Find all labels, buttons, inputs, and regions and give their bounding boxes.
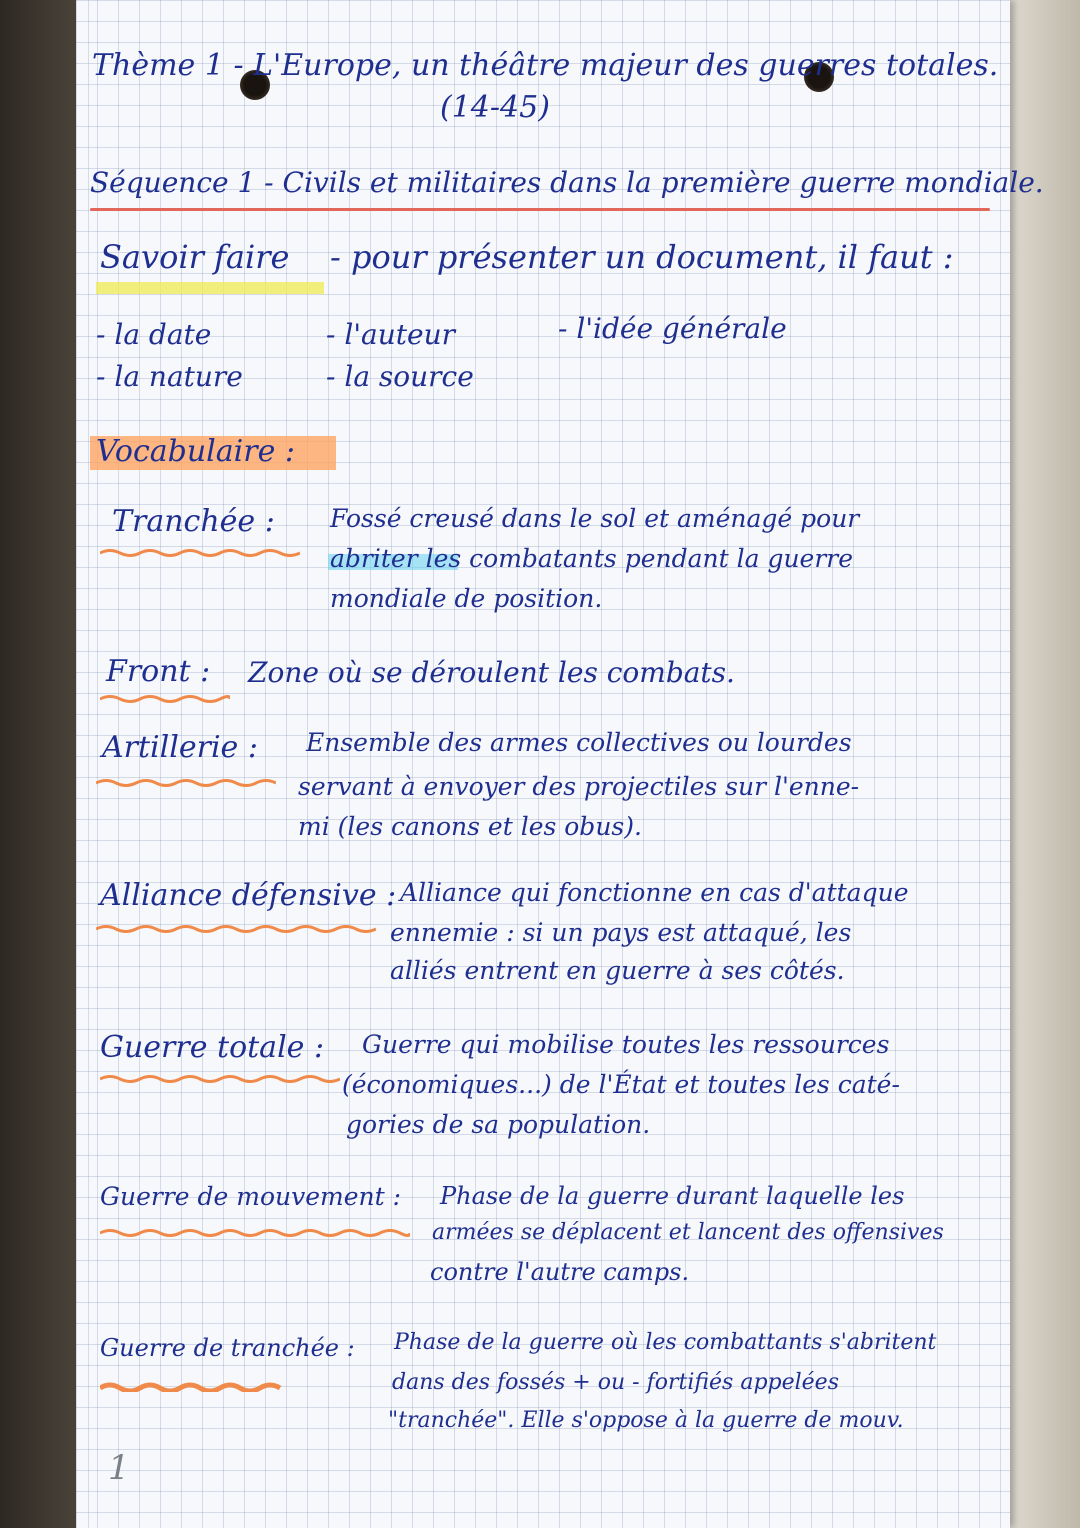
vocab-definition: mi (les canons et les obus). (298, 812, 642, 841)
squiggle-underline (100, 1074, 340, 1084)
vocab-definition: Alliance qui fonctionne en cas d'attaque (400, 878, 909, 907)
margin-line (88, 0, 89, 1528)
vocab-definition: Guerre qui mobilise toutes les ressources (362, 1030, 890, 1059)
vocab-definition: (économiques...) de l'État et toutes les caté- (342, 1070, 900, 1099)
vocab-term: Guerre totale : (100, 1030, 325, 1065)
theme-dates: (14-45) (440, 90, 550, 125)
checklist-item: - la nature (96, 360, 243, 393)
vocab-definition: Phase de la guerre où les combattants s'abritent (394, 1330, 937, 1355)
squiggle-underline (100, 694, 230, 704)
vocab-definition: mondiale de position. (330, 584, 603, 613)
vocab-definition: abriter les combatants pendant la guerre (330, 544, 854, 573)
squiggle-underline (96, 778, 276, 788)
checklist-item: - l'idée générale (558, 312, 787, 345)
vocab-definition: ennemie : si un pays est attaqué, les (390, 918, 852, 947)
vocab-term: Tranchée : (112, 504, 275, 539)
vocab-definition: contre l'autre camps. (430, 1258, 690, 1286)
vocab-definition: Ensemble des armes collectives ou lourdes (306, 728, 852, 757)
highlight-yellow (96, 282, 324, 294)
vocab-definition: armées se déplacent et lancent des offensives (432, 1220, 944, 1245)
savoir-faire-intro: - pour présenter un document, il faut : (330, 238, 954, 276)
sequence-title: Séquence 1 - Civils et militaires dans la première guerre mondiale. (90, 166, 1044, 199)
vocab-definition: alliés entrent en guerre à ses côtés. (390, 956, 845, 985)
checklist-item: - l'auteur (326, 318, 455, 351)
vocab-term: Guerre de mouvement : (100, 1182, 402, 1211)
savoir-faire-label: Savoir faire (100, 238, 290, 276)
squiggle-underline (100, 1382, 380, 1392)
squiggle-underline (100, 1228, 410, 1238)
theme-title: Thème 1 - L'Europe, un théâtre majeur des guerres totales. (92, 48, 999, 83)
vocab-heading: Vocabulaire : (96, 434, 295, 469)
vocab-definition: Zone où se déroulent les combats. (248, 656, 735, 689)
sequence-underline (90, 208, 990, 211)
checklist-item: - la date (96, 318, 212, 351)
vocab-definition: Fossé creusé dans le sol et aménagé pour (330, 504, 860, 533)
table-background (0, 0, 76, 1528)
squiggle-underline (96, 924, 376, 934)
vocab-definition: dans des fossés + ou - fortifiés appelées (392, 1370, 839, 1395)
checklist-item: - la source (326, 360, 474, 393)
vocab-definition: "tranchée". Elle s'oppose à la guerre de mouv. (388, 1408, 904, 1433)
vocab-term: Alliance défensive : (100, 878, 397, 913)
vocab-term: Front : (106, 654, 211, 689)
page-number: 1 (108, 1448, 130, 1488)
vocab-term: Artillerie : (102, 730, 258, 765)
vocab-definition: gories de sa population. (346, 1110, 651, 1139)
squiggle-underline (100, 548, 300, 558)
vocab-definition: servant à envoyer des projectiles sur l'enne- (298, 772, 860, 801)
vocab-term: Guerre de tranchée : (100, 1334, 355, 1362)
vocab-definition: Phase de la guerre durant laquelle les (440, 1182, 905, 1210)
page-stack-edge (1010, 0, 1080, 1528)
